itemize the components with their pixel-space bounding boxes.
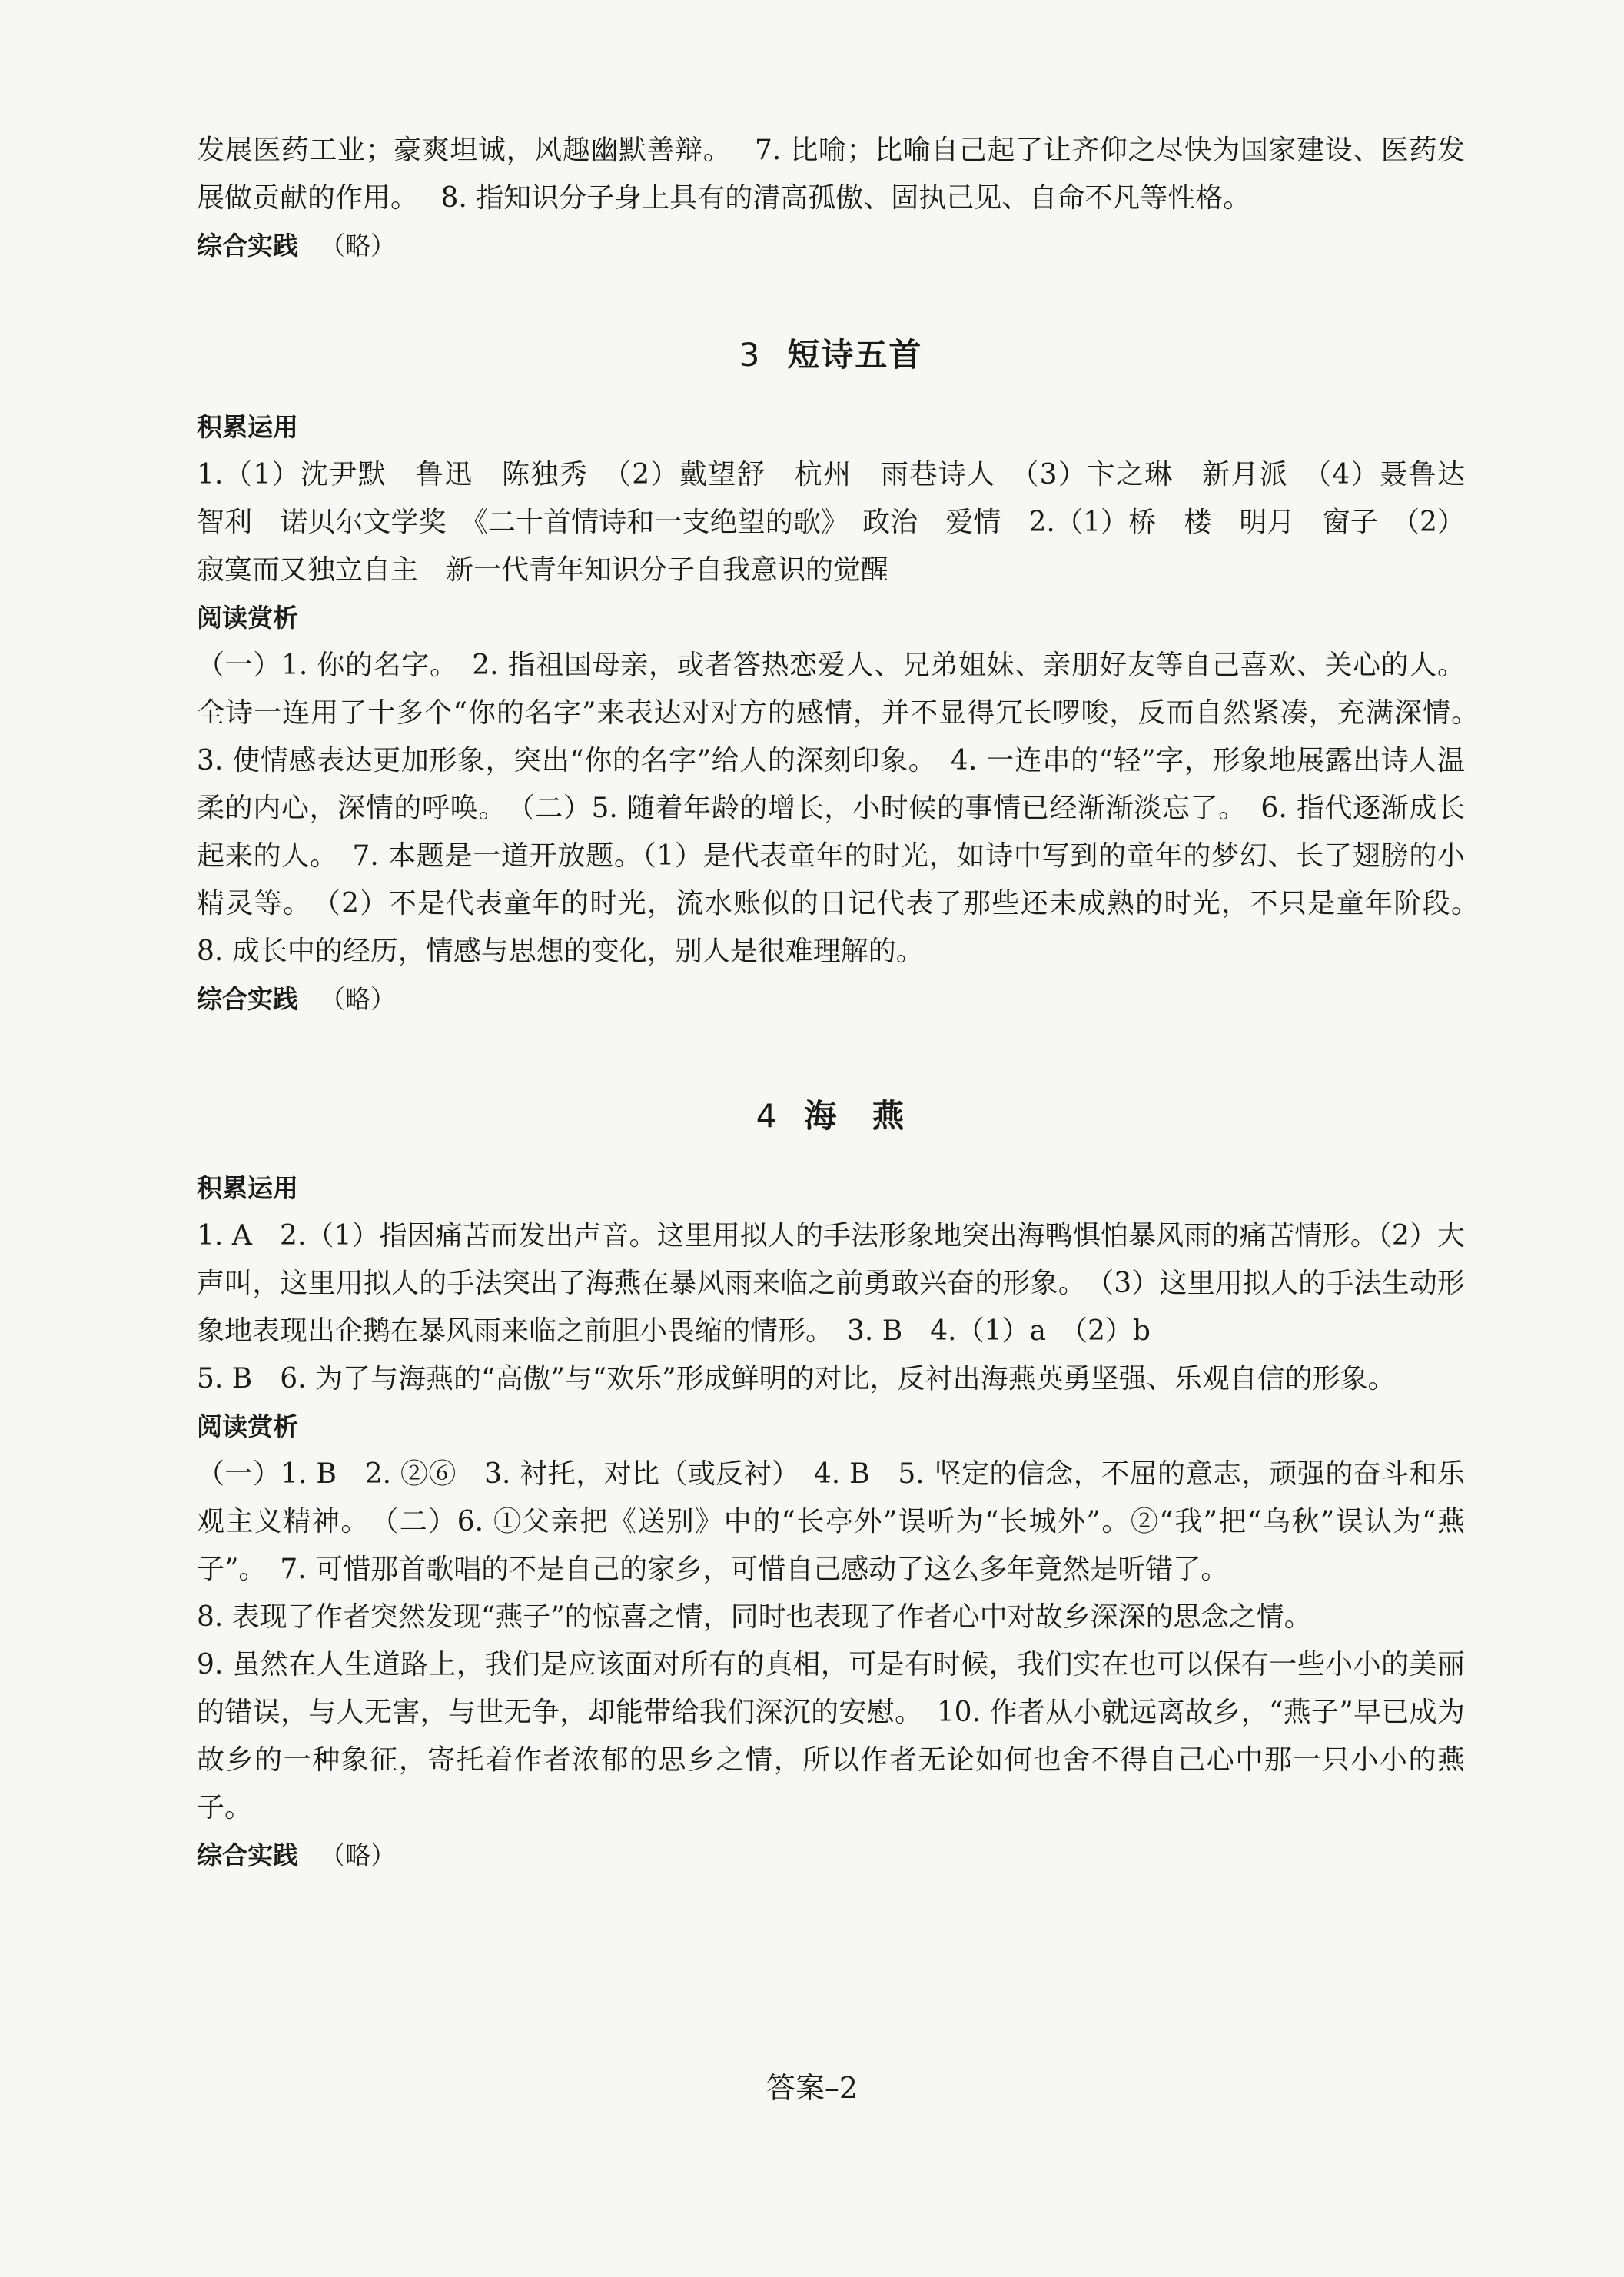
ch3-yuedu-text: （一）1. 你的名字。 2. 指祖国母亲，或者答热恋爱人、兄弟姐妹、亲朋好友等自己喜欢、关心的人。全诗一连用了十多个“你的名字”来表达对对方的感情，并不显得冗长啰唆，反而自然紧凑，充满深情。 3. 使情感表达更加形象，突出“你的名字”给人的深刻印象。 4. 一连串的“轻”字，形象地展露出诗人温柔的内心，深情的呼唤。 （二）5. 随着年龄的增长，小时候的事情已经渐渐淡忘了。 6. 指代逐渐成长起来的人。 7. 本题是一道开放题。（1）是代表童年的时光，如诗中写到的童年的梦幻、长了翅膀的小精灵等。 （2）不是代表童年的时光，流水账似的日记代表了那些还未成熟的时光，不只是童年阶段。 8. 成长中的经历，情感与思想的变化，别人是很难理解的。 [197,650,1493,967]
ch4-yuedu-text-3: 9. 虽然在人生道路上，我们是应该面对所有的真相，可是有时候，我们实在也可以保有一些小小的美丽的错误，与人无害，与世无争，却能带给我们深沉的安慰。 10. 作者从小就远离故乡，“燕子”早已成为故乡的一种象征，寄托着作者浓郁的思乡之情，所以作者无论如何也舍不得自己心中那一只小小的燕子。 [197,1649,1465,1823]
practice-label-top: 综合实践 （略） [197,231,396,261]
ch3-yuedu-label: 阅读赏析 [197,603,298,633]
ch4-yuedu-text-2: 8. 表现了作者突然发现“燕子”的惊喜之情，同时也表现了作者心中对故乡深深的思念之情。 [197,1601,1312,1633]
ch4-practice-label: 综合实践 （略） [197,1840,396,1870]
ch3-jilei-text: 1.（1）沈尹默 鲁迅 陈独秀 （2）戴望舒 杭州 雨巷诗人 （3）卞之琳 新月派 （4）聂鲁达 智利 诺贝尔文学奖 《二十首情诗和一支绝望的歌》 政治 爱情 2.（1）桥 楼 明月 窗子 （2）寂寞而又独立自主 新一代青年知识分子自我意识的觉醒 [197,459,1493,586]
page-content [197,127,1493,1880]
ch4-yuedu-text: （一）1. B 2. ②⑥ 3. 衬托，对比（或反衬） 4. B 5. 坚定的信念，不屈的意志，顽强的奋斗和乐观主义精神。 （二）6. ①父亲把《送别》中的“长亭外”误听为“长城外”。②“我”把“乌秋”误认为“燕子”。 7. 可惜那首歌唱的不是自己的家乡，可惜自己感动了这么多年竟然是听错了。 [197,1458,1465,1585]
ch3-practice-label: 综合实践 （略） [197,984,396,1014]
ch4-jilei-text: 1. A 2.（1）指因痛苦而发出声音。这里用拟人的手法形象地突出海鸭惧怕暴风雨的痛苦情形。（2）大声叫，这里用拟人的手法突出了海燕在暴风雨来临之前勇敢兴奋的形象。 （3）这里用拟人的手法生动形象地表现出企鹅在暴风雨来临之前胆小畏缩的情形。 3. B 4.（1）a （2）b [197,1220,1465,1347]
ch4-yuedu-label: 阅读赏析 [197,1411,298,1441]
ch3-jilei-label: 积累运用 [197,412,298,442]
page-number: 答案–2 [766,2071,858,2105]
chapter-4-title: 4 海 燕 [756,1097,906,1135]
ch4-jilei-text-2: 5. B 6. 为了与海燕的“高傲”与“欢乐”形成鲜明的对比，反衬出海燕英勇坚强、乐观自信的形象。 [197,1363,1396,1394]
chapter-3-title: 3 短诗五首 [739,336,923,374]
ch4-jilei-label: 积累运用 [197,1173,298,1203]
continued-answer: 发展医药工业；豪爽坦诚，风趣幽默善辩。 7. 比喻；比喻自己起了让齐仰之尽快为国家建设、医药发展做贡献的作用。 8. 指知识分子身上具有的清高孤傲、固执己见、自命不凡等性格。 [197,135,1465,214]
